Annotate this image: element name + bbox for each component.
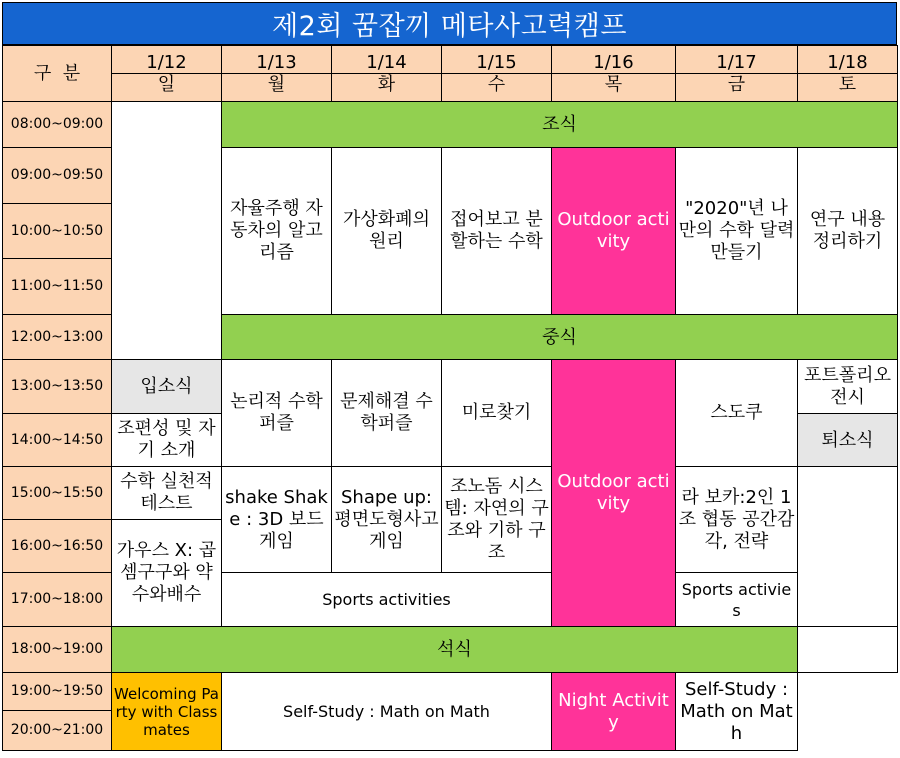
time-slot: 16:00~16:50 (3, 520, 112, 573)
time-slot: 11:00~11:50 (3, 259, 112, 315)
page-title: 제2회 꿈잡끼 메타사고력캠프 (2, 2, 897, 45)
time-slot: 09:00~09:50 (3, 148, 112, 204)
sat-exit-ceremony: 퇴소식 (798, 414, 898, 467)
wed-morning-class: 접어보고 분할하는 수학 (442, 148, 552, 315)
header-weekday: 월 (267, 74, 286, 95)
fri-la-boca: 라 보카:2인 1조 협동 공간감각, 전략 (676, 467, 798, 573)
sports-activities: Sports activities (222, 573, 552, 627)
wed-zome-system: 조노돔 시스템: 자연의 구조와 기하 구조 (442, 467, 552, 573)
sun-team-intro: 조편성 및 자기 소개 (112, 414, 222, 467)
header-weekday: 일 (157, 74, 176, 95)
header-label: 구 분 (3, 46, 112, 102)
fri-self-study: Self-Study : Math on Math (676, 673, 798, 751)
header-day-sun (112, 46, 222, 102)
header-day-tue (332, 46, 442, 102)
tue-shape-game: Shape up: 평면도형사고 게임 (332, 467, 442, 573)
header-day-sat (798, 46, 898, 102)
header-day-fri (676, 46, 798, 102)
time-slot: 08:00~09:00 (3, 102, 112, 148)
header-date: 1/14 (332, 52, 441, 74)
tue-afternoon-class: 문제해결 수학퍼즐 (332, 360, 442, 467)
header-date: 1/17 (676, 52, 797, 74)
mon-afternoon-class: 논리적 수학퍼즐 (222, 360, 332, 467)
sat-afternoon-empty (798, 467, 898, 627)
mon-morning-class: 자율주행 자동차의 알고리즘 (222, 148, 332, 315)
dinner-cell: 석식 (112, 627, 798, 673)
fri-sports-activities: Sports activies (676, 573, 798, 627)
header-day-wed (442, 46, 552, 102)
fri-morning-class: "2020"년 나만의 수학 달력 만들기 (676, 148, 798, 315)
header-weekday: 수 (487, 74, 506, 95)
sat-portfolio: 포트폴리오 전시 (798, 360, 898, 414)
header-day-thu (552, 46, 676, 102)
header-date: 1/16 (552, 52, 675, 74)
wed-afternoon-class: 미로찾기 (442, 360, 552, 467)
thu-morning-outdoor: Outdoor activity (552, 148, 676, 315)
header-weekday: 목 (604, 74, 623, 95)
night-activity: Night Activity (552, 673, 676, 751)
welcoming-party: Welcoming Party with Classmates (112, 673, 222, 751)
header-date: 1/13 (222, 52, 331, 74)
header-date: 1/18 (798, 52, 897, 74)
header-weekday: 토 (838, 74, 857, 95)
schedule-table (2, 45, 898, 751)
mon-board-game: shake Shake : 3D 보드게임 (222, 467, 332, 573)
tue-morning-class: 가상화폐의 원리 (332, 148, 442, 315)
header-weekday: 화 (377, 74, 396, 95)
header-date: 1/15 (442, 52, 551, 74)
time-slot: 18:00~19:00 (3, 627, 112, 673)
sun-morning-empty (112, 102, 222, 360)
time-slot: 19:00~19:50 (3, 673, 112, 711)
self-study-session: Self-Study : Math on Math (222, 673, 552, 751)
time-slot: 17:00~18:00 (3, 573, 112, 627)
header-weekday: 금 (727, 74, 746, 95)
breakfast-cell: 조식 (222, 102, 898, 148)
sun-gauss-class: 가우스 X: 곱셈구구와 약수와배수 (112, 520, 222, 627)
time-slot: 14:00~14:50 (3, 414, 112, 467)
time-slot: 15:00~15:50 (3, 467, 112, 520)
time-slot: 20:00~21:00 (3, 711, 112, 751)
time-slot: 10:00~10:50 (3, 204, 112, 259)
fri-afternoon-class: 스도쿠 (676, 360, 798, 467)
sun-practice-test: 수학 실천적 테스트 (112, 467, 222, 520)
sat-morning-class: 연구 내용 정리하기 (798, 148, 898, 315)
lunch-cell: 중식 (222, 315, 898, 360)
header-day-mon (222, 46, 332, 102)
sat-night-empty (798, 673, 898, 751)
header-date: 1/12 (112, 52, 221, 74)
time-slot: 12:00~13:00 (3, 315, 112, 360)
thu-afternoon-outdoor: Outdoor activity (552, 360, 676, 627)
sun-entrance-ceremony: 입소식 (112, 360, 222, 414)
time-slot: 13:00~13:50 (3, 360, 112, 414)
sat-evening-empty (798, 627, 898, 673)
